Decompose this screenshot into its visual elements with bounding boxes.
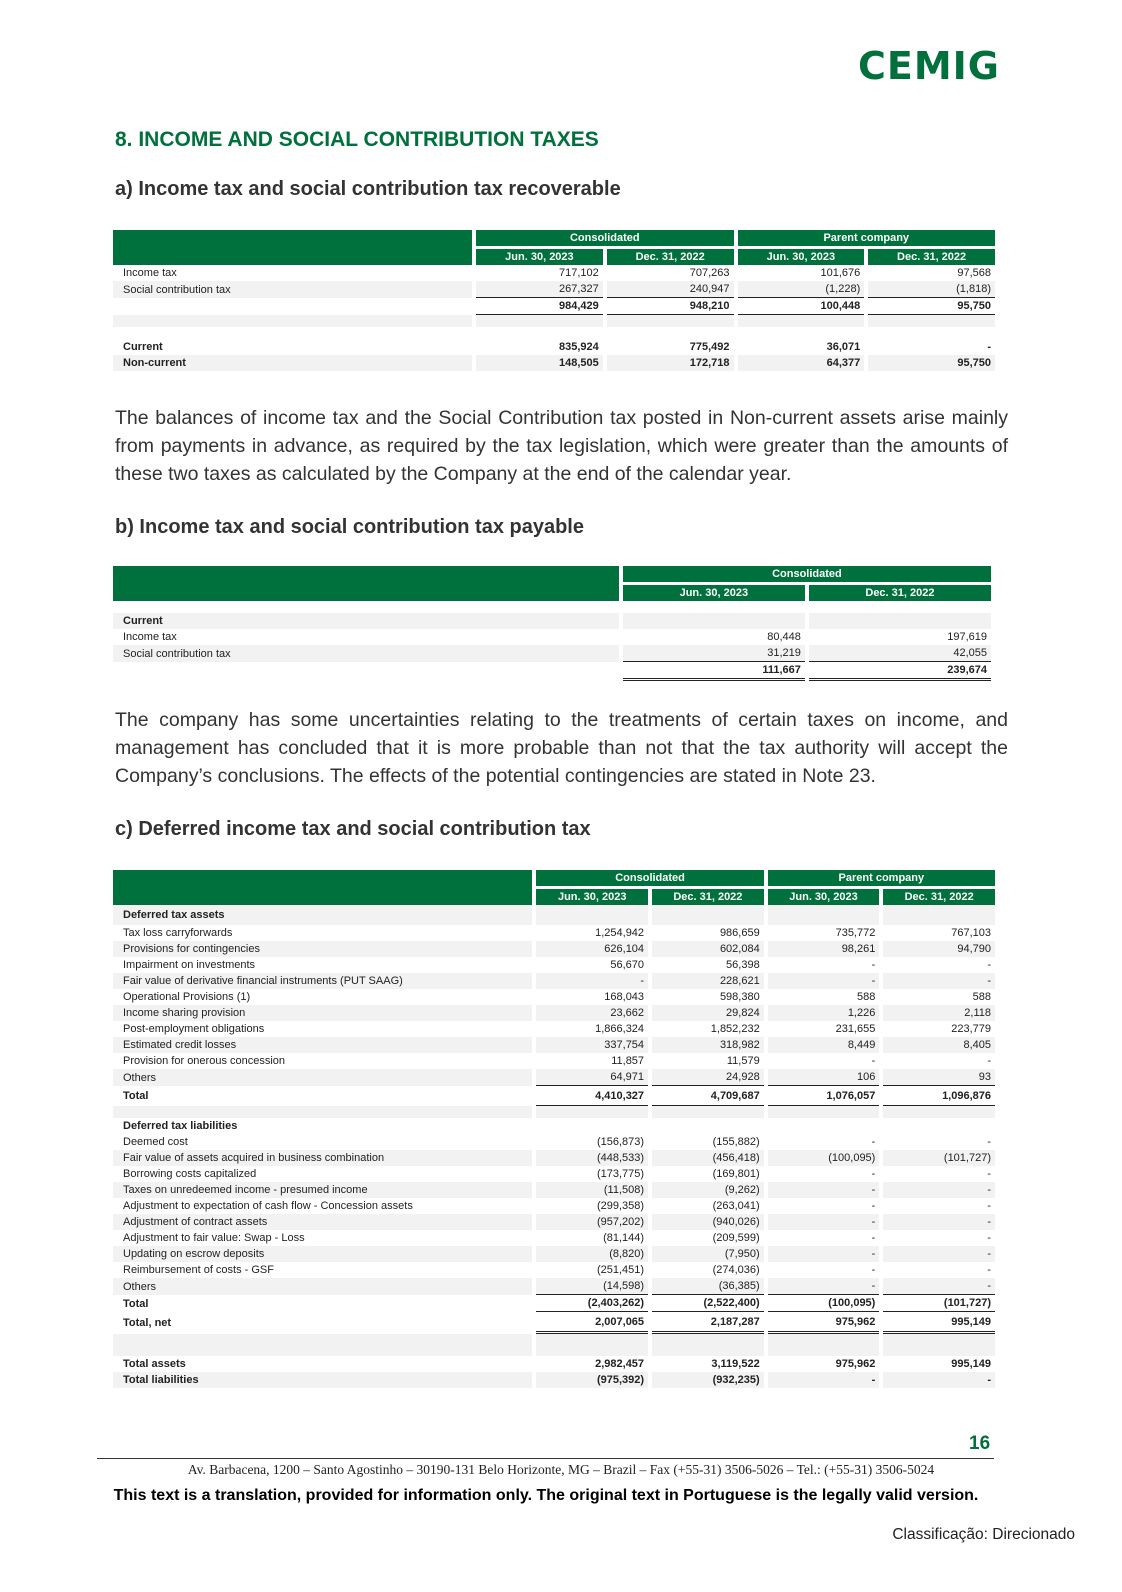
table-row: Taxes on unredeemed income - presumed income (11,508) (9,262) - - — [113, 1182, 995, 1198]
table-row: Borrowing costs capitalized (173,775) (169,801) - - — [123, 1168, 991, 1180]
header-jun: Jun. 30, 2023 — [536, 889, 648, 905]
paragraph-noncurrent-balances: The balances of income tax and the Social Contribution tax posted in Non-current assets arise mainly from payments in advance, as required by the tax legislation, which were greater than the amounts of these two taxes as calculated by the Company at the end of the calendar year. — [115, 407, 1008, 485]
header-jun: Jun. 30, 2023 — [768, 889, 880, 905]
header-jun: Jun. 30, 2023 — [738, 249, 865, 265]
table-row: Adjustment to expectation of cash flow - Concession assets (299,358) (263,041) - - — [123, 1200, 991, 1212]
page-number: 16 — [969, 1433, 991, 1454]
table-row: Adjustment of contract assets (957,202) (940,026) - - — [113, 1214, 995, 1230]
table-row-total: Total (2,403,262) (2,522,400) (100,095) (101,727) — [113, 1295, 995, 1312]
classification-label: Classificação: Direcionado — [892, 1526, 1075, 1543]
header-jun: Jun. 30, 2023 — [476, 249, 603, 265]
header-consolidated: Consolidated — [536, 870, 763, 889]
table-row: Fair value of derivative financial instruments (PUT SAAG) - 228,621 - - — [113, 973, 995, 989]
table-row: Total liabilities (975,392) (932,235) - - — [113, 1372, 995, 1388]
table-row: Others (14,598) (36,385) - - — [113, 1278, 995, 1295]
header-consolidated: Consolidated — [623, 566, 991, 585]
paragraph-uncertainties: The company has some uncertainties relating to the treatments of certain taxes on income, and management has concluded that it is more probable than not that the tax authority will accept the Company’s conclusions. The effects of the potential contingencies are stated in Note 23. — [115, 709, 1008, 787]
translation-disclaimer: This text is a translation, provided for information only. The original text in Portuguese is the legally valid version. — [113, 1487, 979, 1504]
footer-divider — [97, 1458, 994, 1459]
header-dec: Dec. 31, 2022 — [652, 889, 764, 905]
header-parent: Parent company — [768, 870, 995, 889]
table-row: Income tax 717,102 707,263 101,676 97,568 — [123, 267, 991, 279]
header-jun: Jun. 30, 2023 — [623, 585, 805, 601]
table-row: Current — [113, 613, 991, 629]
table-row-net: Total, net 2,007,065 2,187,287 975,962 995,149 — [113, 1312, 995, 1334]
table-row: Total assets 2,982,457 3,119,522 975,962 995,149 — [123, 1358, 991, 1370]
table-section-header: Deferred tax assets — [113, 905, 995, 925]
subsection-b-title: b) Income tax and social contribution tax payable — [115, 516, 584, 538]
table-row: Income sharing provision 23,662 29,824 1,226 2,118 — [113, 1005, 995, 1021]
section-title: 8. INCOME AND SOCIAL CONTRIBUTION TAXES — [115, 128, 599, 151]
header-parent: Parent company — [738, 230, 995, 249]
table-row: Operational Provisions (1) 168,043 598,380 588 588 — [123, 991, 991, 1003]
table-row: Deemed cost (156,873) (155,882) - - — [123, 1136, 991, 1148]
table-row: Fair value of assets acquired in business combination (448,533) (456,418) (100,095) (101,727) — [113, 1150, 995, 1166]
table-row: Provisions for contingencies 626,104 602,084 98,261 94,790 — [113, 941, 995, 957]
table-row: Non-current 148,505 172,718 64,377 95,750 — [113, 355, 995, 371]
header-dec: Dec. 31, 2022 — [883, 889, 995, 905]
header-dec: Dec. 31, 2022 — [607, 249, 734, 265]
table-row: Updating on escrow deposits (8,820) (7,950) - - — [113, 1246, 995, 1262]
table-section-header: Deferred tax liabilities — [123, 1120, 238, 1132]
header-dec: Dec. 31, 2022 — [809, 585, 991, 601]
table-payable — [109, 566, 995, 681]
table-row: Post-employment obligations 1,866,324 1,852,232 231,655 223,779 — [123, 1023, 991, 1035]
table-row: Estimated credit losses 337,754 318,982 8,449 8,405 — [113, 1037, 995, 1053]
table-row: Social contribution tax 31,219 42,055 — [113, 645, 991, 662]
subsection-c-title: c) Deferred income tax and social contribution tax — [115, 818, 591, 840]
table-row: Income tax 80,448 197,619 — [123, 631, 987, 643]
table-row: Current 835,924 775,492 36,071 - — [123, 341, 991, 353]
cemig-logo: CEMIG — [858, 44, 1000, 88]
table-row: Reimbursement of costs - GSF (251,451) (274,036) - - — [123, 1264, 991, 1276]
header-consolidated: Consolidated — [476, 230, 733, 249]
table-row: Tax loss carryforwards 1,254,942 986,659 735,772 767,103 — [123, 927, 991, 939]
table-row-total: Total 4,410,327 4,709,687 1,076,057 1,096,876 — [113, 1086, 995, 1106]
header-dec: Dec. 31, 2022 — [868, 249, 995, 265]
subsection-a-title: a) Income tax and social contribution tax recoverable — [115, 178, 621, 200]
table-row: Provision for onerous concession 11,857 11,579 - - — [123, 1055, 991, 1067]
table-deferred — [109, 870, 999, 1388]
table-row-total: 111,667 239,674 — [113, 662, 991, 681]
table-row: Others 64,971 24,928 106 93 — [113, 1069, 995, 1086]
table-row: Social contribution tax 267,327 240,947 (1,228) (1,818) — [113, 281, 995, 298]
footer-address: Av. Barbacena, 1200 – Santo Agostinho – 30190-131 Belo Horizonte, MG – Brazil – Fax (+55-31) 3506-5026 – Tel.: (+55-31) 3506-5024 — [187, 1462, 935, 1477]
table-row: Adjustment to fair value: Swap - Loss (81,144) (209,599) - - — [123, 1232, 991, 1244]
table-row-total: 984,429 948,210 100,448 95,750 — [113, 298, 995, 315]
table-recoverable — [109, 230, 999, 371]
table-row: Impairment on investments 56,670 56,398 - - — [123, 959, 991, 971]
